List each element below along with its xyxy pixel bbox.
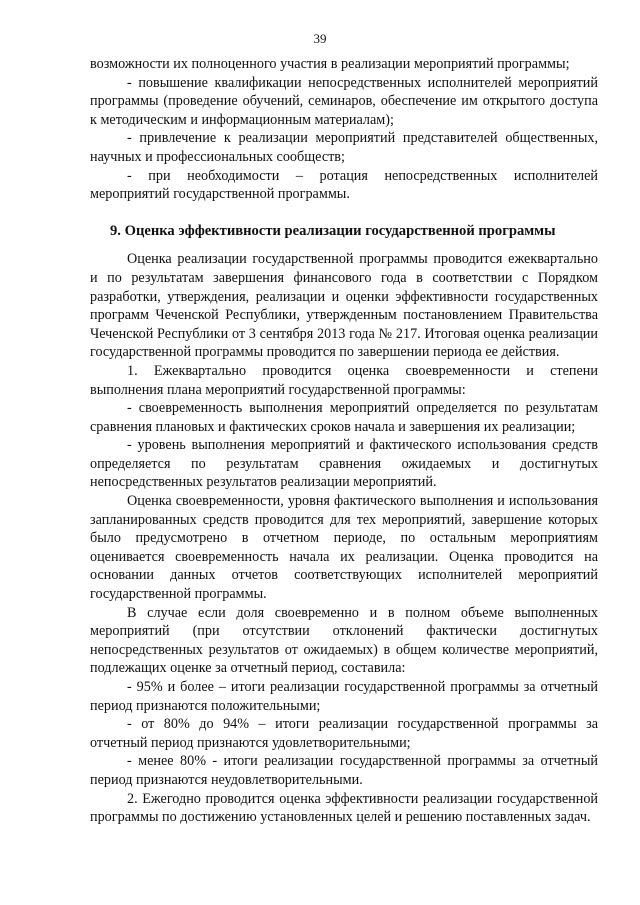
section-heading: 9. Оценка эффективности реализации государственной программы	[110, 222, 556, 239]
paragraph: 2. Ежегодно проводится оценка эффективности реализации государственной программы по достижению установленных целей и решению поставленных задач.	[90, 790, 598, 826]
paragraph: В случае если доля своевременно и в полном объеме выполненных мероприятий (при отсутствии отклонений фактически достигнутых непосредственных результатов от ожидаемых) в общем количестве мероприятий, подлежащих оценке за отчетный период, составила:	[90, 604, 598, 677]
list-item: - своевременность выполнения мероприятий определяется по результатам сравнения плановых и фактических сроков начала и завершения их реализации;	[90, 400, 598, 435]
list-item: - уровень выполнения мероприятий и фактического использования средств определяется по результатам сравнения ожидаемых и достигнутых непосредственных результатов реализации мероприятий.	[90, 437, 598, 491]
paragraph: Оценка реализации государственной программы проводится ежеквартально и по результатам завершения финансового года в соответствии с Порядком разработки, утверждения, реализации и оценки эффективности государственных программ Чеченской Республики, утвержденным постановлением Правительства Чеченской Республики от 3 сентября 2013 года № 217. Итоговая оценка реализации государственной программы проводится по завершении периода ее действия.	[90, 251, 598, 361]
list-item: - 95% и более – итоги реализации государственной программы за отчетный период признаются положительными;	[90, 679, 598, 714]
list-item: - менее 80% - итоги реализации государственной программы за отчетный период признаются неудовлетворительными.	[90, 753, 598, 788]
paragraph: 1. Ежеквартально проводится оценка своевременности и степени выполнения плана мероприятий государственной программы:	[90, 362, 598, 398]
document-body	[90, 55, 598, 827]
page-number: 39	[313, 31, 327, 46]
list-item: - повышение квалификации непосредственных исполнителей мероприятий программы (проведение обучений, семинаров, обеспечение им открытого доступа к методическим и информационным материалам);	[90, 74, 598, 128]
list-item: - от 80% до 94% – итоги реализации государственной программы за отчетный период признаются удовлетворительными;	[90, 716, 598, 751]
list-item: - привлечение к реализации мероприятий представителей общественных, научных и профессиональных сообществ;	[90, 130, 598, 165]
paragraph: Оценка своевременности, уровня фактического выполнения и использования запланированных средств проводится для тех мероприятий, завершение которых было предусмотрено в отчетном периоде, по остальным мероприятиям оценивается своевременность начала их реализации. Оценка проводится на основании данных отчетов соответствующих исполнителей мероприятий государственной программы.	[90, 493, 598, 603]
paragraph: возможности их полноценного участия в реализации мероприятий программы;	[90, 56, 570, 72]
list-item: - при необходимости – ротация непосредственных исполнителей мероприятий государственной программы.	[90, 167, 598, 203]
